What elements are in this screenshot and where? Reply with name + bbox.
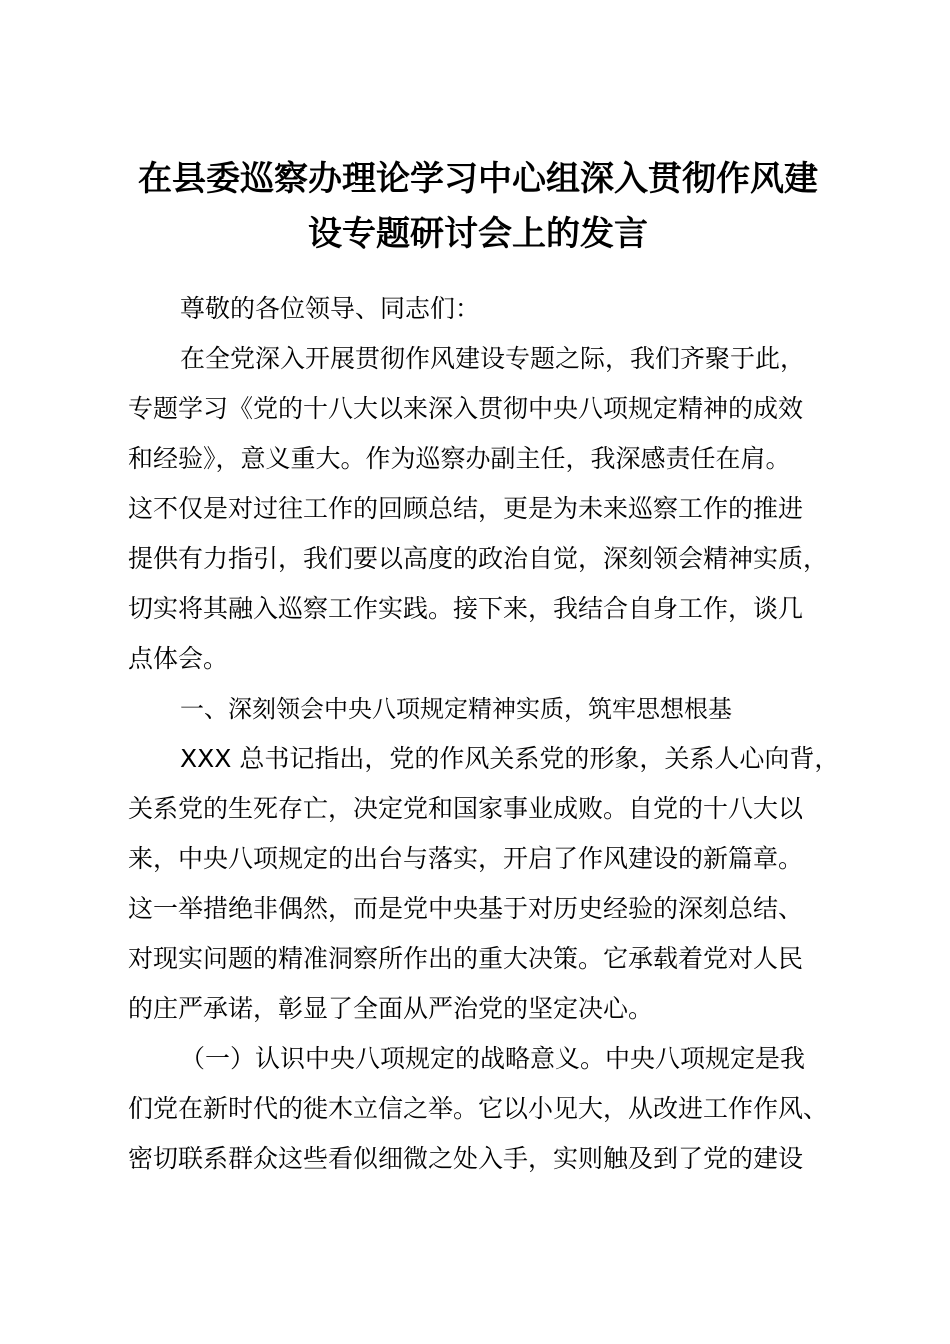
- body-line: 们党在新时代的徙木立信之举。它以小见大，从改进工作作风、: [128, 1094, 829, 1123]
- body-line: 这不仅是对过往工作的回顾总结，更是为未来巡察工作的推进: [128, 494, 804, 523]
- body-line: 和经验》，意义重大。作为巡察办副主任，我深感责任在肩。: [128, 444, 791, 473]
- body-line: 来，中央八项规定的出台与落实，开启了作风建设的新篇章。: [128, 844, 804, 873]
- body-line: 关系党的生死存亡，决定党和国家事业成败。自党的十八大以: [128, 794, 804, 823]
- body-line: 的庄严承诺，彰显了全面从严治党的坚定决心。: [128, 994, 654, 1023]
- title-line-1: 在县委巡察办理论学习中心组深入贯彻作风建: [138, 159, 818, 199]
- section-heading: 一、深刻领会中央八项规定精神实质，筑牢思想根基: [180, 695, 732, 723]
- body-line: 这一举措绝非偶然，而是党中央基于对历史经验的深刻总结、: [128, 894, 804, 923]
- body-line: 专题学习《党的十八大以来深入贯彻中央八项规定精神的成效: [128, 394, 804, 423]
- title-line-2: 设专题研讨会上的发言: [308, 214, 648, 254]
- document-body: [128, 284, 848, 1184]
- salutation: 尊敬的各位领导、同志们：: [180, 294, 481, 323]
- subsection-line: （一）认识中央八项规定的战略意义。中央八项规定是我: [180, 1044, 806, 1073]
- body-line: 切实将其融入巡察工作实践。接下来，我结合自身工作，谈几: [128, 594, 804, 623]
- body-line: 在全党深入开展贯彻作风建设专题之际，我们齐聚于此，: [180, 344, 806, 373]
- body-line: 对现实问题的精准洞察所作出的重大决策。它承载着党对人民: [128, 944, 804, 973]
- body-line: 提供有力指引，我们要以高度的政治自觉，深刻领会精神实质，: [128, 544, 829, 573]
- body-line: 密切联系群众这些看似细微之处入手，实则触及到了党的建设: [128, 1144, 804, 1173]
- document-title: [118, 152, 838, 262]
- body-line: 点体会。: [128, 644, 229, 673]
- body-line: XXX 总书记指出，党的作风关系党的形象，关系人心向背，: [180, 744, 840, 773]
